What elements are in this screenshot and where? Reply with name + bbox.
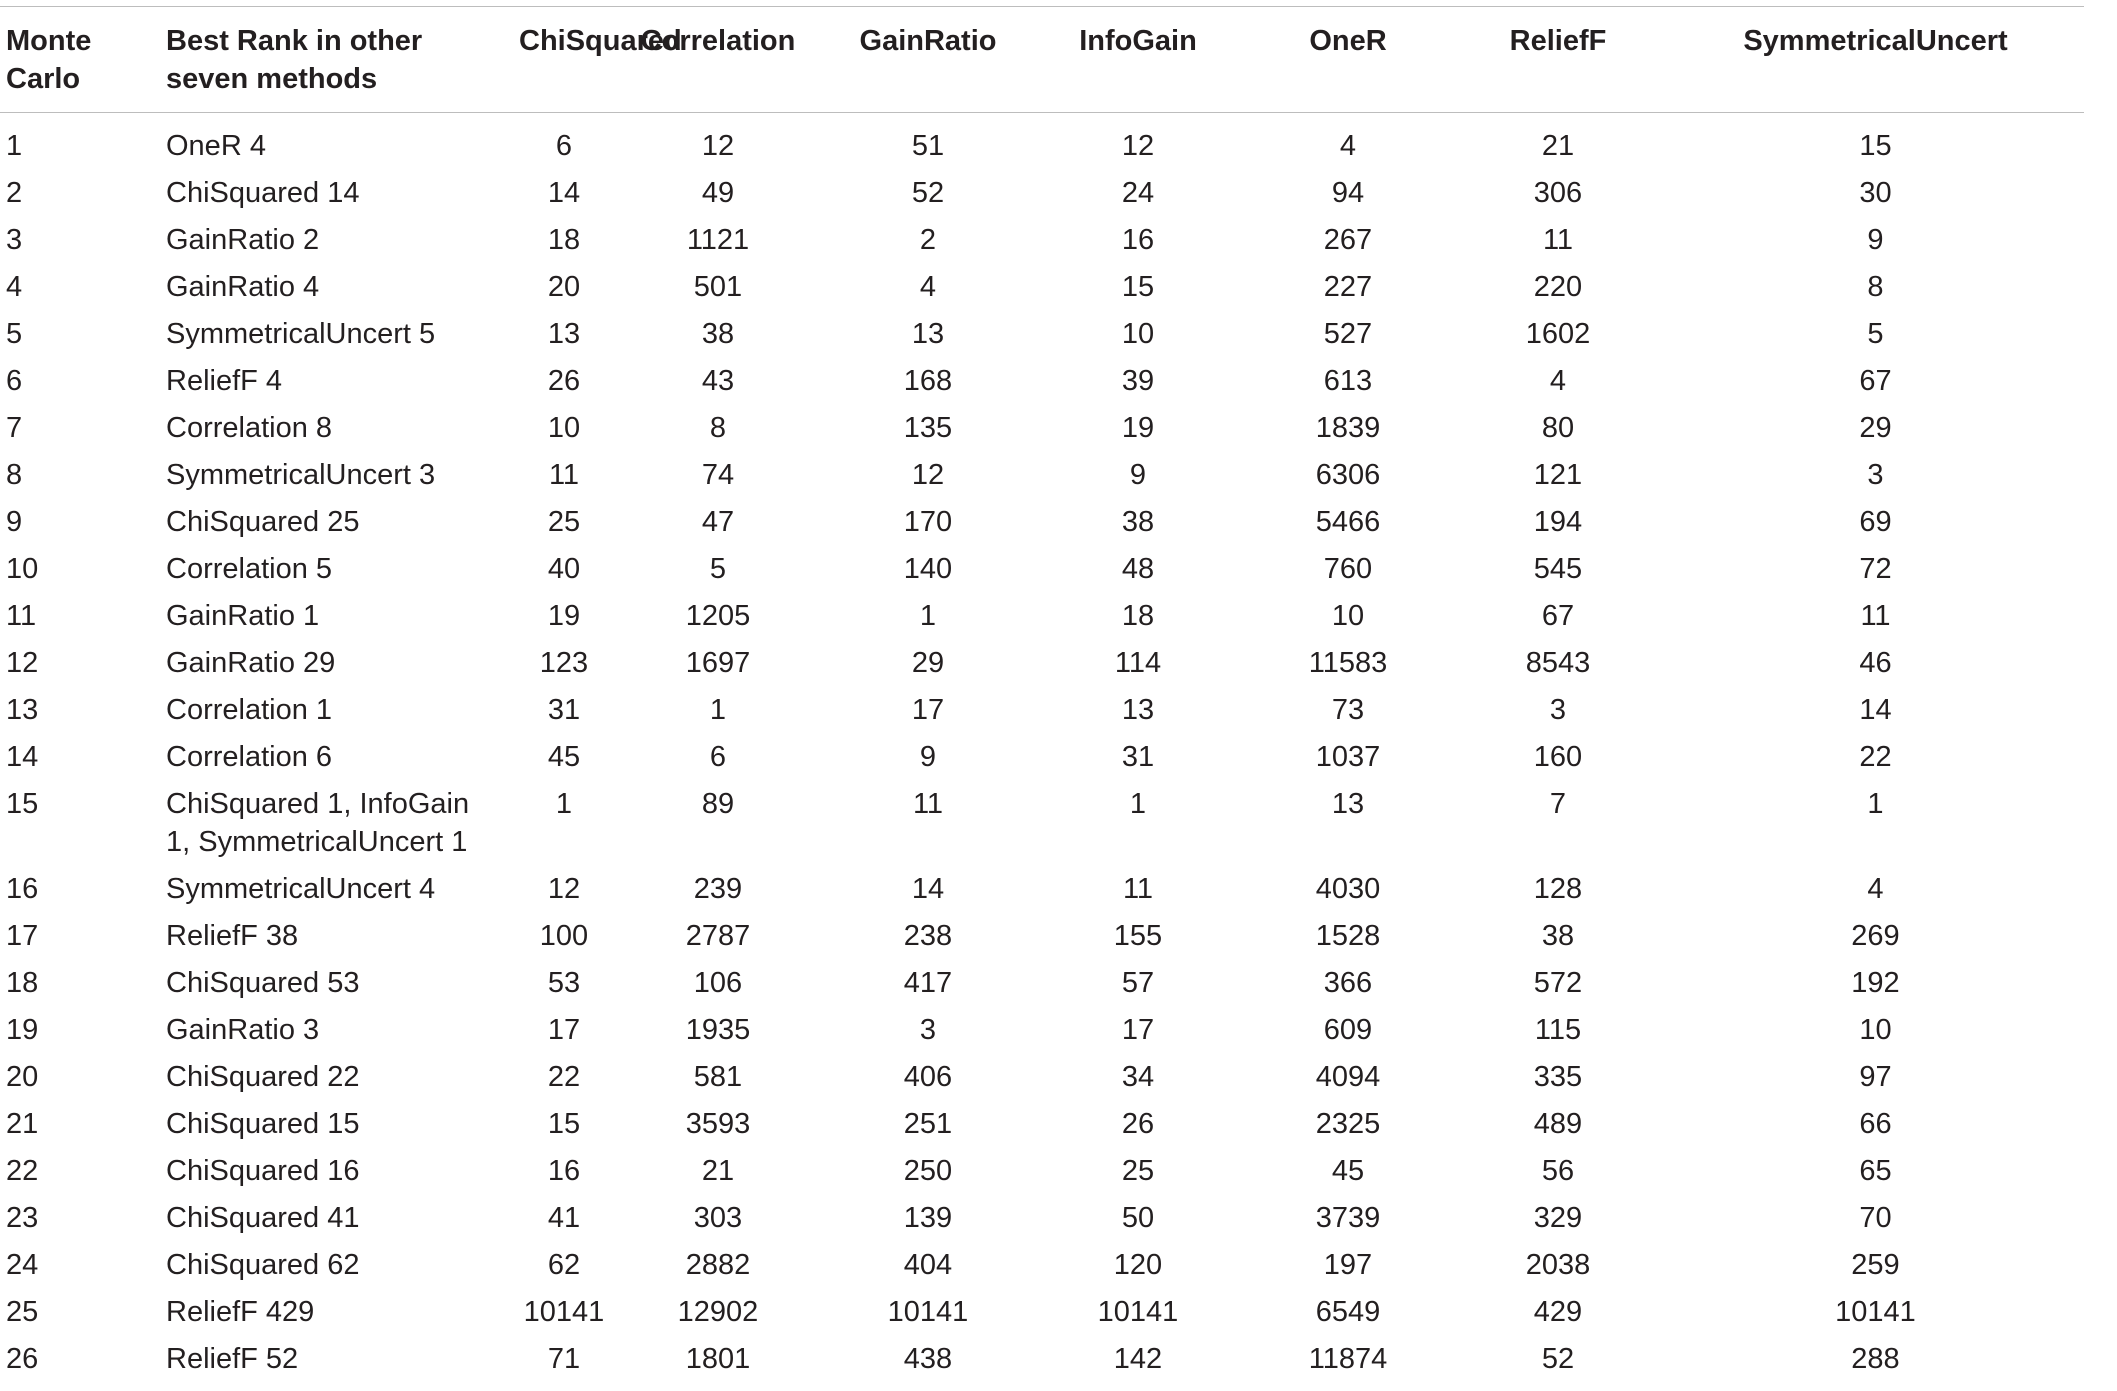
cell-chisquared: 18 xyxy=(547,224,581,256)
cell-relieff: 1602 xyxy=(1525,318,1591,350)
cell-best-rank: Correlation 1 xyxy=(166,694,333,726)
cell-correlation: 21 xyxy=(701,1155,735,1187)
cell-monte-carlo: 21 xyxy=(6,1108,39,1140)
header-infogain: InfoGain xyxy=(1079,25,1197,57)
cell-correlation: 303 xyxy=(693,1202,743,1234)
cell-gainratio: 170 xyxy=(903,506,953,538)
cell-infogain: 114 xyxy=(1114,647,1162,679)
header-gainratio: GainRatio xyxy=(859,25,997,57)
cell-relieff: 3 xyxy=(1549,694,1567,726)
cell-correlation: 1 xyxy=(709,694,727,726)
cell-relieff: 56 xyxy=(1541,1155,1575,1187)
cell-infogain: 24 xyxy=(1121,177,1155,209)
cell-symmetricaluncert: 3 xyxy=(1867,459,1884,491)
cell-symmetricaluncert: 30 xyxy=(1859,177,1892,209)
cell-best-rank: ChiSquared 22 xyxy=(166,1061,360,1093)
cell-symmetricaluncert: 288 xyxy=(1851,1343,1900,1375)
cell-oner: 760 xyxy=(1323,553,1373,585)
cell-monte-carlo: 16 xyxy=(6,873,39,905)
cell-symmetricaluncert: 1 xyxy=(1867,788,1884,820)
cell-gainratio: 140 xyxy=(903,553,953,585)
cell-relieff: 4 xyxy=(1549,365,1567,397)
cell-monte-carlo: 18 xyxy=(6,967,39,999)
cell-relieff: 8543 xyxy=(1525,647,1591,679)
cell-best-rank: SymmetricalUncert 4 xyxy=(166,873,436,905)
cell-correlation: 89 xyxy=(701,788,735,820)
cell-symmetricaluncert: 66 xyxy=(1859,1108,1892,1140)
table-row xyxy=(0,593,2084,640)
cell-gainratio: 1 xyxy=(919,600,937,632)
cell-monte-carlo: 19 xyxy=(6,1014,39,1046)
cell-gainratio: 139 xyxy=(903,1202,953,1234)
cell-best-rank: ChiSquared 1, InfoGain 1, SymmetricalUncert 1 xyxy=(166,788,470,858)
cell-relieff: 545 xyxy=(1533,553,1583,585)
table-row xyxy=(0,1336,2084,1383)
cell-oner: 6549 xyxy=(1315,1296,1381,1328)
cell-symmetricaluncert: 10141 xyxy=(1835,1296,1916,1328)
cell-symmetricaluncert: 15 xyxy=(1859,130,1892,162)
cell-gainratio: 3 xyxy=(919,1014,937,1046)
cell-monte-carlo: 2 xyxy=(6,177,23,209)
table-row xyxy=(0,960,2084,1007)
cell-oner: 3739 xyxy=(1315,1202,1381,1234)
cell-gainratio: 13 xyxy=(911,318,945,350)
cell-chisquared: 31 xyxy=(547,694,581,726)
cell-chisquared: 12 xyxy=(547,873,581,905)
cell-gainratio: 2 xyxy=(919,224,937,256)
header-symmetricaluncert: SymmetricalUncert xyxy=(1743,25,2008,57)
header-row xyxy=(0,7,2084,113)
cell-correlation: 239 xyxy=(693,873,743,905)
cell-best-rank: Correlation 6 xyxy=(166,741,333,773)
cell-oner: 45 xyxy=(1331,1155,1365,1187)
cell-infogain: 57 xyxy=(1121,967,1155,999)
cell-monte-carlo: 14 xyxy=(6,741,39,773)
cell-infogain: 48 xyxy=(1121,553,1155,585)
rank-table xyxy=(0,6,2084,1383)
cell-best-rank: GainRatio 29 xyxy=(166,647,336,679)
cell-correlation: 12902 xyxy=(677,1296,759,1328)
cell-best-rank: GainRatio 3 xyxy=(166,1014,320,1046)
table-row xyxy=(0,170,2084,217)
cell-symmetricaluncert: 192 xyxy=(1851,967,1900,999)
table-row xyxy=(0,1101,2084,1148)
cell-relieff: 194 xyxy=(1533,506,1583,538)
cell-chisquared: 45 xyxy=(547,741,581,773)
cell-infogain: 1 xyxy=(1129,788,1147,820)
cell-correlation: 2787 xyxy=(685,920,751,952)
cell-symmetricaluncert: 65 xyxy=(1859,1155,1892,1187)
cell-symmetricaluncert: 10 xyxy=(1859,1014,1892,1046)
cell-oner: 4 xyxy=(1339,130,1357,162)
table-row xyxy=(0,311,2084,358)
cell-symmetricaluncert: 46 xyxy=(1859,647,1892,679)
cell-relieff: 38 xyxy=(1541,920,1575,952)
cell-correlation: 1935 xyxy=(685,1014,751,1046)
table-row xyxy=(0,358,2084,405)
cell-chisquared: 13 xyxy=(547,318,581,350)
cell-monte-carlo: 8 xyxy=(6,459,23,491)
cell-oner: 197 xyxy=(1323,1249,1373,1281)
cell-correlation: 47 xyxy=(701,506,735,538)
cell-relieff: 572 xyxy=(1533,967,1583,999)
cell-infogain: 25 xyxy=(1121,1155,1155,1187)
cell-best-rank: ChiSquared 14 xyxy=(166,177,360,209)
cell-gainratio: 135 xyxy=(903,412,953,444)
cell-oner: 613 xyxy=(1323,365,1373,397)
cell-oner: 94 xyxy=(1331,177,1365,209)
cell-infogain: 155 xyxy=(1113,920,1163,952)
cell-best-rank: Correlation 8 xyxy=(166,412,333,444)
cell-monte-carlo: 3 xyxy=(6,224,23,256)
table-row xyxy=(0,640,2084,687)
cell-best-rank: Correlation 5 xyxy=(166,553,333,585)
table-body xyxy=(0,113,2084,1384)
cell-infogain: 10141 xyxy=(1097,1296,1179,1328)
cell-oner: 1839 xyxy=(1315,412,1381,444)
table-row xyxy=(0,1054,2084,1101)
cell-chisquared: 40 xyxy=(547,553,581,585)
cell-correlation: 49 xyxy=(701,177,735,209)
cell-oner: 10 xyxy=(1331,600,1365,632)
cell-infogain: 10 xyxy=(1121,318,1155,350)
cell-infogain: 19 xyxy=(1121,412,1155,444)
cell-oner: 11874 xyxy=(1308,1343,1388,1375)
table-row xyxy=(0,499,2084,546)
cell-relieff: 128 xyxy=(1533,873,1583,905)
header-relieff: ReliefF xyxy=(1509,25,1607,57)
cell-correlation: 581 xyxy=(693,1061,743,1093)
cell-gainratio: 417 xyxy=(903,967,953,999)
cell-oner: 527 xyxy=(1323,318,1373,350)
cell-monte-carlo: 20 xyxy=(6,1061,39,1093)
cell-oner: 609 xyxy=(1323,1014,1373,1046)
cell-gainratio: 10141 xyxy=(887,1296,969,1328)
cell-chisquared: 11 xyxy=(548,459,580,491)
header-correlation: Correlation xyxy=(640,25,796,57)
cell-chisquared: 1 xyxy=(555,788,573,820)
cell-correlation: 2882 xyxy=(685,1249,751,1281)
cell-symmetricaluncert: 67 xyxy=(1859,365,1892,397)
cell-correlation: 6 xyxy=(709,741,727,773)
cell-monte-carlo: 10 xyxy=(6,553,39,585)
cell-chisquared: 6 xyxy=(555,130,573,162)
cell-symmetricaluncert: 70 xyxy=(1859,1202,1892,1234)
cell-chisquared: 19 xyxy=(547,600,581,632)
cell-relieff: 80 xyxy=(1541,412,1575,444)
table-row xyxy=(0,405,2084,452)
table-row xyxy=(0,217,2084,264)
cell-infogain: 13 xyxy=(1121,694,1155,726)
cell-relieff: 160 xyxy=(1533,741,1583,773)
cell-best-rank: ChiSquared 41 xyxy=(166,1202,360,1234)
cell-oner: 4094 xyxy=(1315,1061,1381,1093)
cell-relieff: 335 xyxy=(1533,1061,1583,1093)
cell-correlation: 74 xyxy=(701,459,735,491)
cell-infogain: 39 xyxy=(1121,365,1155,397)
cell-oner: 11583 xyxy=(1308,647,1388,679)
cell-oner: 1528 xyxy=(1315,920,1381,952)
cell-monte-carlo: 15 xyxy=(6,788,39,820)
cell-chisquared: 22 xyxy=(547,1061,581,1093)
cell-relieff: 306 xyxy=(1533,177,1583,209)
cell-infogain: 12 xyxy=(1121,130,1155,162)
cell-relieff: 67 xyxy=(1541,600,1575,632)
cell-chisquared: 26 xyxy=(547,365,581,397)
cell-correlation: 501 xyxy=(693,271,743,303)
cell-correlation: 43 xyxy=(701,365,735,397)
cell-chisquared: 62 xyxy=(547,1249,581,1281)
cell-gainratio: 438 xyxy=(903,1343,953,1375)
cell-correlation: 12 xyxy=(701,130,735,162)
table-row xyxy=(0,546,2084,593)
cell-chisquared: 10 xyxy=(547,412,581,444)
cell-chisquared: 17 xyxy=(547,1014,581,1046)
header-oner: OneR xyxy=(1309,25,1387,57)
cell-oner: 227 xyxy=(1323,271,1373,303)
cell-relieff: 429 xyxy=(1533,1296,1583,1328)
cell-chisquared: 41 xyxy=(547,1202,581,1234)
cell-gainratio: 14 xyxy=(911,873,945,905)
cell-oner: 2325 xyxy=(1315,1108,1381,1140)
cell-best-rank: ReliefF 4 xyxy=(166,365,283,397)
cell-best-rank: ReliefF 38 xyxy=(166,920,299,952)
cell-symmetricaluncert: 14 xyxy=(1859,694,1892,726)
cell-symmetricaluncert: 259 xyxy=(1851,1249,1900,1281)
table-row xyxy=(0,1195,2084,1242)
cell-correlation: 1121 xyxy=(686,224,750,256)
cell-symmetricaluncert: 269 xyxy=(1851,920,1900,952)
cell-chisquared: 10141 xyxy=(523,1296,605,1328)
cell-infogain: 16 xyxy=(1121,224,1155,256)
cell-gainratio: 404 xyxy=(903,1249,953,1281)
table-row xyxy=(0,1007,2084,1054)
cell-oner: 4030 xyxy=(1315,873,1381,905)
cell-gainratio: 168 xyxy=(903,365,953,397)
cell-gainratio: 51 xyxy=(911,130,945,162)
cell-monte-carlo: 9 xyxy=(6,506,23,538)
table-row xyxy=(0,687,2084,734)
cell-oner: 267 xyxy=(1323,224,1373,256)
cell-chisquared: 71 xyxy=(547,1343,581,1375)
cell-monte-carlo: 11 xyxy=(6,600,37,632)
cell-chisquared: 16 xyxy=(547,1155,581,1187)
cell-infogain: 34 xyxy=(1121,1061,1155,1093)
cell-oner: 5466 xyxy=(1315,506,1381,538)
cell-gainratio: 9 xyxy=(919,741,937,773)
cell-relieff: 7 xyxy=(1549,788,1567,820)
cell-monte-carlo: 23 xyxy=(6,1202,39,1234)
cell-best-rank: GainRatio 2 xyxy=(166,224,320,256)
cell-symmetricaluncert: 11 xyxy=(1860,600,1891,632)
cell-correlation: 1801 xyxy=(685,1343,751,1375)
cell-chisquared: 53 xyxy=(547,967,581,999)
cell-monte-carlo: 24 xyxy=(6,1249,39,1281)
table-row xyxy=(0,913,2084,960)
cell-symmetricaluncert: 22 xyxy=(1859,741,1892,773)
table-row xyxy=(0,113,2084,171)
cell-monte-carlo: 5 xyxy=(6,318,23,350)
cell-gainratio: 12 xyxy=(911,459,945,491)
cell-best-rank: ChiSquared 53 xyxy=(166,967,360,999)
cell-chisquared: 25 xyxy=(547,506,581,538)
cell-correlation: 106 xyxy=(693,967,743,999)
cell-monte-carlo: 4 xyxy=(6,271,23,303)
cell-infogain: 9 xyxy=(1129,459,1147,491)
header-best-rank: Best Rank in other seven methods xyxy=(166,25,423,95)
cell-infogain: 11 xyxy=(1122,873,1154,905)
cell-correlation: 38 xyxy=(701,318,735,350)
cell-correlation: 8 xyxy=(709,412,727,444)
cell-infogain: 38 xyxy=(1121,506,1155,538)
cell-gainratio: 250 xyxy=(903,1155,953,1187)
cell-best-rank: ChiSquared 62 xyxy=(166,1249,360,1281)
cell-relieff: 11 xyxy=(1542,224,1574,256)
table-row xyxy=(0,264,2084,311)
cell-oner: 6306 xyxy=(1315,459,1381,491)
cell-relieff: 329 xyxy=(1533,1202,1583,1234)
cell-oner: 366 xyxy=(1323,967,1373,999)
cell-best-rank: OneR 4 xyxy=(166,130,266,162)
cell-gainratio: 251 xyxy=(903,1108,953,1140)
cell-monte-carlo: 26 xyxy=(6,1343,39,1375)
table-row xyxy=(0,452,2084,499)
cell-infogain: 142 xyxy=(1113,1343,1163,1375)
cell-gainratio: 406 xyxy=(903,1061,953,1093)
table-row xyxy=(0,866,2084,913)
cell-infogain: 26 xyxy=(1121,1108,1155,1140)
table-row xyxy=(0,1242,2084,1289)
cell-monte-carlo: 22 xyxy=(6,1155,39,1187)
table-row xyxy=(0,1289,2084,1336)
cell-symmetricaluncert: 5 xyxy=(1867,318,1884,350)
cell-relieff: 489 xyxy=(1533,1108,1583,1140)
cell-oner: 13 xyxy=(1331,788,1365,820)
rank-table-container xyxy=(0,6,2084,1383)
cell-chisquared: 14 xyxy=(547,177,581,209)
cell-correlation: 5 xyxy=(709,553,727,585)
cell-best-rank: SymmetricalUncert 5 xyxy=(166,318,436,350)
cell-best-rank: ChiSquared 15 xyxy=(166,1108,360,1140)
cell-relieff: 115 xyxy=(1534,1014,1582,1046)
cell-relieff: 52 xyxy=(1541,1343,1575,1375)
cell-relieff: 220 xyxy=(1533,271,1583,303)
cell-oner: 73 xyxy=(1331,694,1365,726)
cell-relieff: 121 xyxy=(1533,459,1583,491)
cell-symmetricaluncert: 72 xyxy=(1859,553,1892,585)
cell-symmetricaluncert: 69 xyxy=(1859,506,1892,538)
cell-gainratio: 11 xyxy=(912,788,944,820)
cell-best-rank: GainRatio 1 xyxy=(166,600,320,632)
cell-infogain: 17 xyxy=(1121,1014,1155,1046)
cell-chisquared: 20 xyxy=(547,271,581,303)
header-chisquared: ChiSquared xyxy=(519,25,682,57)
header-monte-carlo: Monte Carlo xyxy=(6,25,92,95)
cell-best-rank: ReliefF 52 xyxy=(166,1343,299,1375)
cell-infogain: 31 xyxy=(1121,741,1155,773)
cell-monte-carlo: 12 xyxy=(6,647,39,679)
table-header xyxy=(0,7,2084,113)
cell-monte-carlo: 17 xyxy=(6,920,39,952)
cell-oner: 1037 xyxy=(1315,741,1381,773)
table-row xyxy=(0,734,2084,781)
cell-monte-carlo: 25 xyxy=(6,1296,39,1328)
cell-gainratio: 52 xyxy=(911,177,945,209)
cell-gainratio: 238 xyxy=(903,920,953,952)
cell-chisquared: 15 xyxy=(547,1108,581,1140)
table-row xyxy=(0,781,2084,866)
cell-infogain: 50 xyxy=(1121,1202,1155,1234)
cell-gainratio: 29 xyxy=(911,647,945,679)
cell-gainratio: 4 xyxy=(919,271,937,303)
cell-infogain: 18 xyxy=(1121,600,1155,632)
cell-best-rank: SymmetricalUncert 3 xyxy=(166,459,436,491)
cell-symmetricaluncert: 9 xyxy=(1867,224,1884,256)
cell-chisquared: 100 xyxy=(539,920,589,952)
table-row xyxy=(0,1148,2084,1195)
cell-correlation: 3593 xyxy=(685,1108,751,1140)
cell-relieff: 2038 xyxy=(1525,1249,1591,1281)
cell-correlation: 1697 xyxy=(685,647,751,679)
cell-monte-carlo: 7 xyxy=(6,412,23,444)
cell-best-rank: ChiSquared 25 xyxy=(166,506,360,538)
cell-infogain: 120 xyxy=(1113,1249,1163,1281)
cell-monte-carlo: 6 xyxy=(6,365,23,397)
cell-best-rank: GainRatio 4 xyxy=(166,271,320,303)
cell-correlation: 1205 xyxy=(685,600,751,632)
cell-symmetricaluncert: 97 xyxy=(1859,1061,1892,1093)
cell-monte-carlo: 13 xyxy=(6,694,39,726)
cell-symmetricaluncert: 8 xyxy=(1867,271,1884,303)
cell-gainratio: 17 xyxy=(911,694,945,726)
cell-best-rank: ChiSquared 16 xyxy=(166,1155,360,1187)
cell-symmetricaluncert: 4 xyxy=(1867,873,1884,905)
cell-infogain: 15 xyxy=(1121,271,1155,303)
cell-best-rank: ReliefF 429 xyxy=(166,1296,315,1328)
cell-relieff: 21 xyxy=(1541,130,1575,162)
cell-chisquared: 123 xyxy=(539,647,589,679)
cell-symmetricaluncert: 29 xyxy=(1859,412,1892,444)
cell-monte-carlo: 1 xyxy=(6,130,23,162)
